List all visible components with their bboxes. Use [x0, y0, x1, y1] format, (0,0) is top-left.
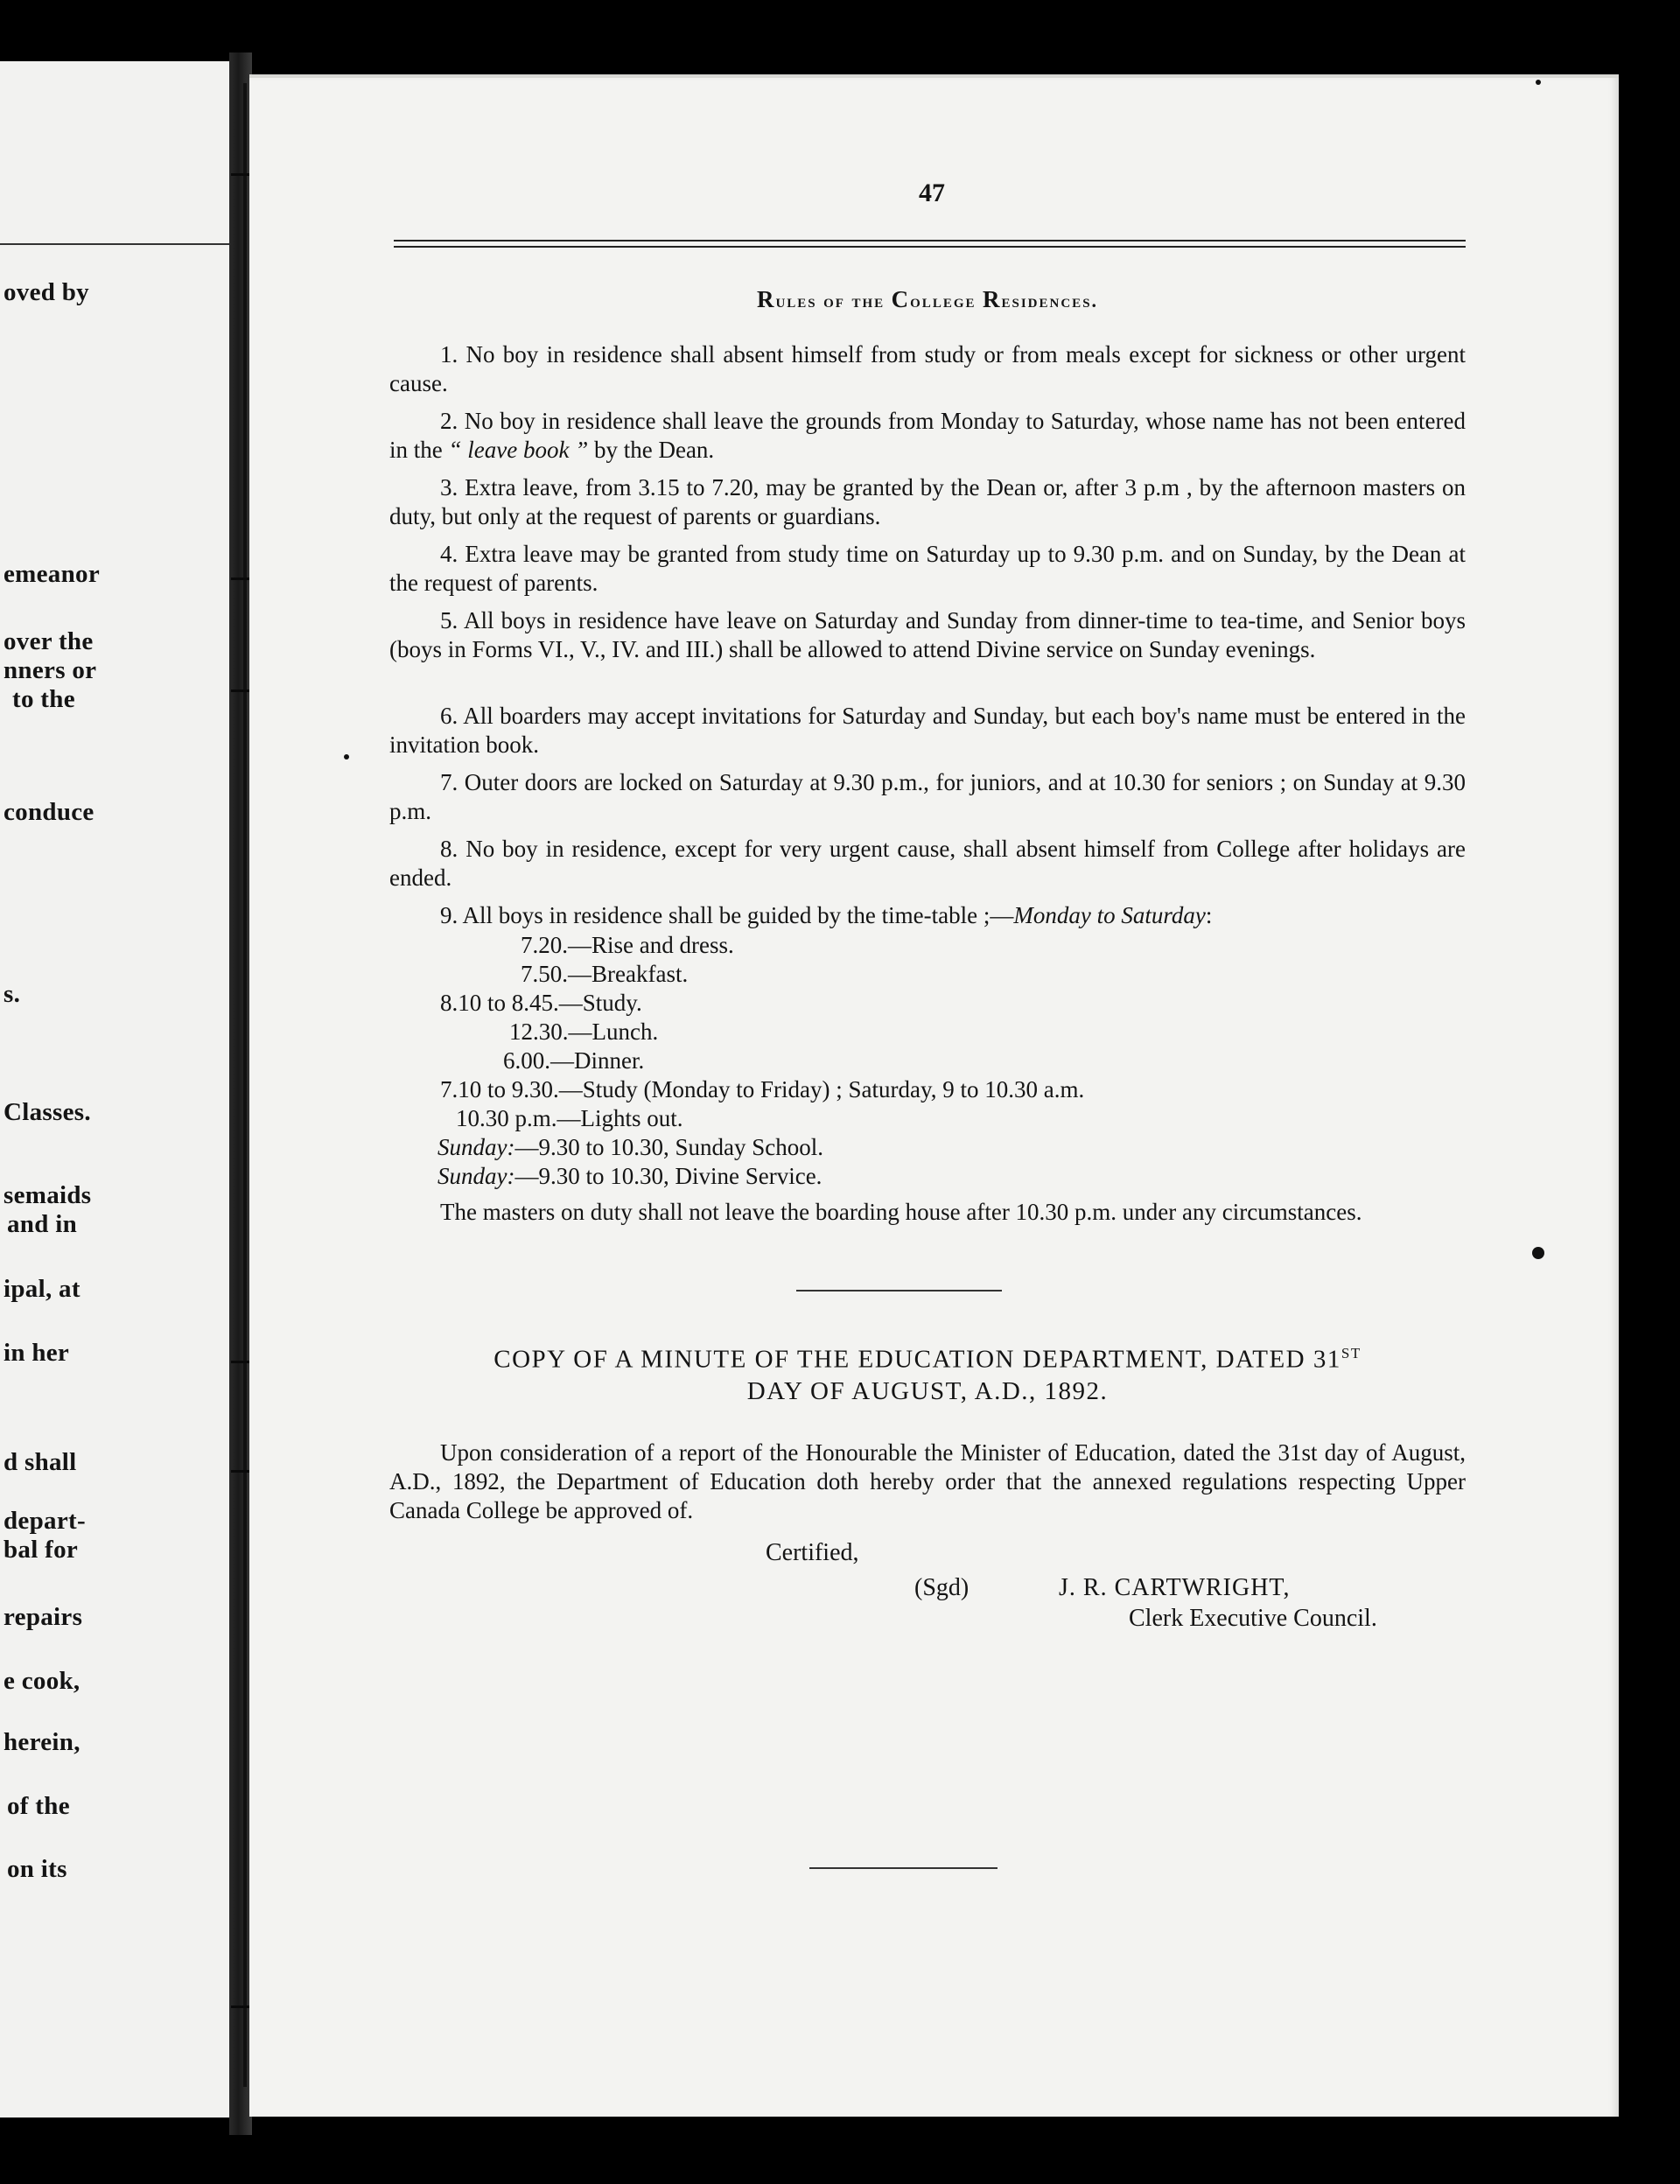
timetable-line: 12.30.—Lunch. — [509, 1018, 659, 1045]
timetable-line: 7.50.—Breakfast. — [521, 961, 689, 987]
header-rule — [394, 246, 1466, 248]
left-line: oved by — [4, 278, 89, 306]
sunday-school-line: Sunday:—9.30 to 10.30, Sunday School. — [438, 1134, 823, 1160]
left-line: ipal, at — [4, 1275, 80, 1303]
timetable-line: 7.20.—Rise and dress. — [521, 932, 734, 958]
left-line: d shall — [4, 1448, 77, 1476]
timetable-line: 7.10 to 9.30.—Study (Monday to Friday) ; Saturday, 9 to 10.30 a.m. — [440, 1076, 1085, 1102]
left-page-fragment — [0, 61, 229, 2118]
left-line: depart- — [4, 1507, 86, 1535]
rule-5: 5. All boys in residence have leave on Saturday and Sunday from dinner-time to tea-time, and Senior boys (boys in Forms VI., V., IV. and III.) shall be allowed to attend Divine service on Sunday evenings. — [389, 607, 1466, 662]
page-number: 47 — [919, 178, 945, 207]
minute-body: Upon consideration of a report of the Honourable the Minister of Education, dated the 31st day of August, A.D., 1892, the Department of Education doth hereby order that the annexed regulations respecting Upper Canada College be approved of. — [389, 1439, 1466, 1523]
timetable-line: 8.10 to 8.45.—Study. — [440, 990, 642, 1016]
minute-heading: COPY OF A MINUTE OF THE EDUCATION DEPARTMENT, DATED 31ST DAY OF AUGUST, A.D., 1892. — [494, 1345, 1362, 1405]
scan-speck — [1532, 1247, 1544, 1259]
signatory-title: Clerk Executive Council. — [1129, 1605, 1377, 1632]
rule-6: 6. All boarders may accept invitations for Saturday and Sunday, but each boy's name must be entered in the invitation book. — [389, 703, 1466, 758]
binding-thread — [243, 83, 247, 2087]
left-line: repairs — [4, 1603, 83, 1631]
left-line: to the — [12, 685, 75, 713]
rule-8: 8. No boy in residence, except for very urgent cause, shall absent himself from College after holidays are ended. — [389, 836, 1466, 891]
rule-1: 1. No boy in residence shall absent himself from study or from meals except for sickness or other urgent cause. — [389, 341, 1466, 396]
left-line: of the — [7, 1792, 70, 1820]
left-line: Classes. — [4, 1098, 91, 1126]
footer-rule — [809, 1867, 998, 1869]
left-line: and in — [7, 1210, 77, 1238]
left-line: in her — [4, 1339, 70, 1367]
left-line: over the — [4, 627, 94, 655]
left-line: e cook, — [4, 1667, 80, 1695]
left-line: nners or — [4, 656, 97, 684]
rule-4: 4. Extra leave may be granted from study time on Saturday up to 9.30 p.m. and on Sunday, by the Dean at the request of parents. — [389, 541, 1466, 596]
rule-7: 7. Outer doors are locked on Saturday at 9.30 p.m., for juniors, and at 10.30 for seniors ; on Sunday at 9.30 p.m. — [389, 769, 1466, 824]
header-rule — [394, 240, 1466, 242]
scan-speck — [344, 754, 349, 760]
rules-heading: Rules of the College Residences. — [756, 286, 1099, 312]
certified-label: Certified, — [766, 1539, 859, 1566]
left-line: semaids — [4, 1181, 92, 1209]
divine-service-line: Sunday:—9.30 to 10.30, Divine Service. — [438, 1163, 822, 1189]
masters-note: The masters on duty shall not leave the boarding house after 10.30 p.m. under any circumstances. — [440, 1199, 1362, 1225]
scan-speck — [1536, 80, 1541, 85]
rule-2: 2. No boy in residence shall leave the grounds from Monday to Saturday, whose name has not been entered in the “ leave book ” by the Dean. — [389, 408, 1466, 463]
right-page — [249, 74, 1619, 2117]
left-line: herein, — [4, 1728, 80, 1756]
timetable-line: 6.00.—Dinner. — [503, 1047, 645, 1074]
sgd-label: (Sgd) — [914, 1574, 970, 1601]
left-line: on its — [7, 1855, 67, 1883]
left-line: conduce — [4, 798, 94, 826]
timetable-line: 10.30 p.m.—Lights out. — [456, 1105, 683, 1131]
rule-3: 3. Extra leave, from 3.15 to 7.20, may be granted by the Dean or, after 3 p.m , by the afternoon masters on duty, but only at the request of parents or guardians. — [389, 474, 1466, 529]
section-divider — [796, 1290, 1002, 1292]
left-line: bal for — [4, 1536, 79, 1564]
signatory-name: J. R. CARTWRIGHT, — [1059, 1574, 1291, 1601]
left-line: s. — [4, 980, 21, 1008]
left-page-rule — [0, 243, 229, 245]
left-line: emeanor — [4, 560, 101, 588]
rule-9: 9. All boys in residence shall be guided by the time-table ;—Monday to Saturday: — [440, 902, 1213, 928]
